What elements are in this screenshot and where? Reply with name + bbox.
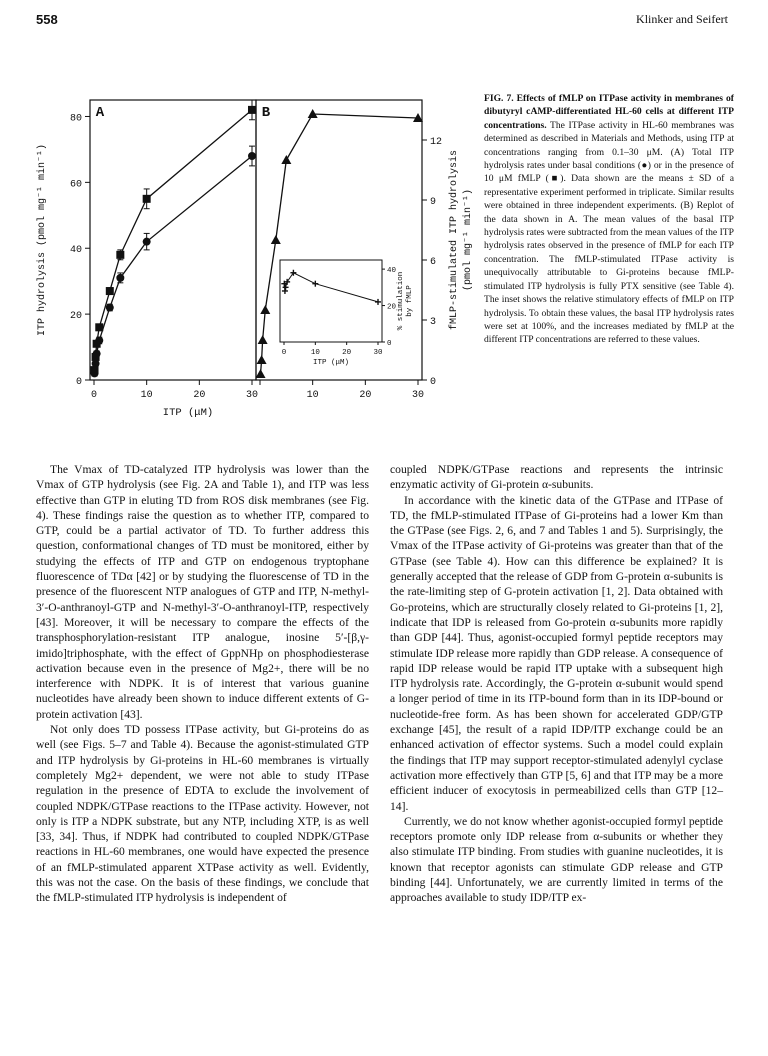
data-point-circle xyxy=(143,238,151,246)
x-tick-label-b: 30 xyxy=(411,390,425,401)
figure-caption xyxy=(484,92,734,347)
data-point-square xyxy=(106,287,114,295)
panel-b-label: B xyxy=(261,105,271,121)
body-paragraph: Currently, we do not know whether agonist-occupied formyl peptide receptors promote only IDP release from α-subunits or whether they also stimulate ITP binding. From studies with guanine nucleotides, it is known that receptor agonists can stimulate GDP release and GTP binding [44]. Unfortunately, we are currently limited in terms of the approaches available to study IDP/ITP ex- xyxy=(390,814,723,905)
inset-x-label: ITP (μM) xyxy=(312,359,350,367)
y-tick-label-b: 0 xyxy=(430,377,437,388)
body-paragraph: The Vmax of TD-catalyzed ITP hydrolysis was lower than the Vmax of GTP hydrolysis (see Fig. 2A and Table 1), and ITP was less effective than GTP in eluting TD from ROS disk membranes (see Fig. 4). These findings raise the question as to whether ITP, compared to GTP, could be a partial activator of TD. To further address this question, conformational changes of TD must be monitored, either by studying the effects of ITP and GTP on endogenous tryptophane fluorescence of TDα [42] or by studying the fluorescense of TD in the presence of the fluorescent NTP analogues of GTP and ITP, N-methyl-3′-O-anthranoyl-GTP and N-methyl-3′-O-anthranoyl-ITP, respectively [43]. Moreover, it will be necessary to compare the effects of the transphosphorylation-resistant ITP analogue, inosine 5′-[β,γ-imido]triphosphate, with the effect of GppNHp on phosphodiesterase activation because even in the presence of Mg2+, there will be no interference with NDPK. It is of interest that various guanine nucleotides have already been shown to induce different extents of G-protein activation [43]. xyxy=(36,463,369,721)
data-point-circle xyxy=(248,152,256,160)
panel-a-label: A xyxy=(95,105,105,121)
data-point-square xyxy=(92,353,100,361)
inset-y-tick-label: 0 xyxy=(387,340,392,348)
inset-x-tick-label: 0 xyxy=(281,349,287,357)
figure-7-chart xyxy=(18,80,480,450)
inset-y-label-2: by fMLP xyxy=(406,285,414,317)
body-column-right xyxy=(390,462,723,906)
data-point-triangle xyxy=(256,369,266,378)
data-point-square xyxy=(93,340,101,348)
body-paragraph: In accordance with the kinetic data of the GTPase and ITPase of TD, the fMLP-stimulated ITPase of Gi-proteins had a lower Km than the GTPase (see Figs. 2, 6, and 7 and Tables 1 and 5). Surprisingly, the Vmax of the ITPase activity of Gi-proteins was greater than that of the GTPase (see Table 4). How can this difference be explained? It is generally accepted that the release of GDP from G-protein α-subunits is the rate-limiting step of G-protein activation [1, 2]. Data obtained with Go-proteins, which are structurally closely related to Gi-proteins [1, 2], indicate that IDP is released from Go-protein α-subunits more rapidly than GDP [44]. Thus, agonist-occupied formyl peptide receptors may stimulate IDP release more rapidly than GDP release. A consequence of rapid IDP release would be rapid ITP uptake with a subsequent high ITP hydrolysis rate. Accordingly, the G-protein α-subunit would spend a longer period of time in its ITP-bound form than in its IDP-bound or nucleotide-free form. As has been shown for accelerated GDP/GTP exchange [45], the result of a rapid IDP/ITP exchange could be an enhanced activation of effector systems. Such a model could explain the findings that ITP may support receptor-stimulated adenylyl cyclase activation more effectively than GTP [5, 6] and that ITP may be a more efficient inducer of exocytosis in permeabilized cells than GTP [12–14]. xyxy=(390,493,723,813)
data-point-square xyxy=(95,323,103,331)
series-line-square xyxy=(95,110,252,370)
y-tick-label-a: 0 xyxy=(75,377,82,388)
x-tick-label-a: 0 xyxy=(90,390,98,401)
data-point-triangle xyxy=(281,155,291,164)
data-point-square xyxy=(116,251,124,259)
data-point-square xyxy=(143,195,151,203)
inset-y-tick-label: 40 xyxy=(387,267,397,276)
x-tick-label-b: 20 xyxy=(359,390,372,401)
caption-lead: FIG. 7. Effects of fMLP on ITPase activity in membranes of dibutyryl cAMP-differentiated HL-60 cells at different ITP concentrations. xyxy=(484,93,734,131)
series-line-circle xyxy=(95,156,252,373)
data-point-circle xyxy=(116,274,124,282)
data-point-triangle xyxy=(260,305,270,314)
caption-text: The ITPase activity in HL-60 membranes was determined as described in Materials and Methods, using ITP at concentrations ranging from 0.1–30 μM. (A) Total ITP hydrolysis rates under basal conditions (●) or in the presence of 10 μM fMLP (■). Data shown are the means ± SD of a representative experiment performed in triplicate. Similar results were obtained in three independent experiments. (B) Replot of the data shown in A. The mean values of the basal ITP hydrolysis rates were subtracted from the mean values of the ITP hydrolysis rates observed in the presence of fMLP for each ITP concentration. The fMLP-stimulated ITPase activity is unequivocally attributable to Gi-proteins because fMLP-stimulated ITP hydrolysis is fully PTX sensitive (see Table 4). The inset shows the relative stimulatory effects of fMLP on ITP hydrolysis. To obtain these values, the basal ITP hydrolysis rates were set at 100%, and the increases mediated by fMLP at the different ITP concentrations are referred to these values. xyxy=(484,119,734,346)
data-point-triangle xyxy=(257,355,267,364)
y-tick-label-a: 40 xyxy=(69,245,82,257)
inset-y-tick-label: 20 xyxy=(387,303,397,312)
data-point-square xyxy=(91,366,99,374)
y-axis-label-right-1: fMLP-stimulated ITP hydrolysis xyxy=(449,149,460,331)
data-point-circle xyxy=(106,304,114,312)
panel-a-frame xyxy=(90,100,256,380)
data-point-triangle xyxy=(271,235,281,244)
body-column-left xyxy=(36,462,369,906)
x-tick-label-a: 10 xyxy=(140,390,153,401)
y-tick-label-b: 3 xyxy=(430,317,437,328)
inset-x-tick-label: 10 xyxy=(310,349,320,357)
y-tick-label-a: 60 xyxy=(69,179,82,191)
data-point-triangle xyxy=(258,335,268,344)
y-axis-label-right-2: (pmol mg⁻¹ min⁻¹) xyxy=(463,188,474,292)
y-tick-label-a: 20 xyxy=(69,311,82,323)
figure-7 xyxy=(18,80,480,450)
x-axis-label: ITP (μM) xyxy=(162,407,214,419)
y-tick-label-b: 12 xyxy=(430,137,443,148)
running-title: Klinker and Seifert xyxy=(636,12,728,26)
data-point-square xyxy=(248,106,256,114)
inset-x-tick-label: 20 xyxy=(342,349,352,357)
y-axis-label-left: ITP hydrolysis (pmol mg⁻¹ min⁻¹) xyxy=(37,143,48,337)
y-tick-label-b: 6 xyxy=(430,257,437,268)
x-tick-label-b: 10 xyxy=(306,390,319,401)
y-tick-label-b: 9 xyxy=(430,197,437,208)
x-tick-label-a: 30 xyxy=(245,390,259,401)
body-paragraph: Not only does TD possess ITPase activity, but Gi-proteins do as well (see Figs. 5–7 and Table 4). Because the agonist-stimulated GTP and ITP hydrolysis by Gi-proteins in HL-60 membranes is virtually completely Mg2+ dependent, we were not able to study ITPase regulation in the presence of EDTA to exclude the involvement of coupled NDPK/GTPase reactions to the ITPase activity. However, not only is ITP a NDPK substrate, but any NTP, including XTP, is as well [33, 34]. Thus, if NDPK had contributed to coupled NDPK/GTPase reactions in HL-60 membranes, one would have expected the presence of an fMLP-stimulated apparent XTPase activity as well. Evidently, this was not the case. On the basis of these findings, we conclude that the fMLP-stimulated ITP hydrolysis is independent of xyxy=(36,723,369,905)
y-tick-label-a: 80 xyxy=(69,113,82,125)
page-number: 558 xyxy=(36,12,58,27)
inset-y-label-1: % stimulation xyxy=(397,271,405,331)
body-paragraph: coupled NDPK/GTPase reactions and represents the intrinsic enzymatic activity of Gi-protein α-subunits. xyxy=(390,463,723,492)
x-tick-label-a: 20 xyxy=(193,390,206,401)
inset-x-tick-label: 30 xyxy=(373,349,383,357)
